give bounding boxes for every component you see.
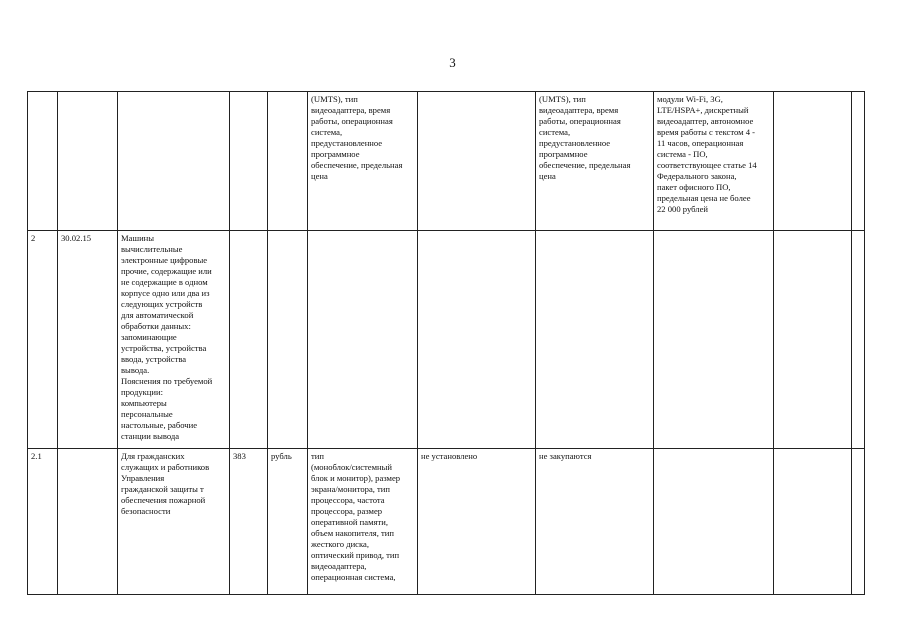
cell-unit-name: рубль [268, 449, 308, 595]
cell-justification [774, 92, 852, 231]
cell-name [118, 92, 230, 231]
cell-function [852, 231, 865, 449]
cell-value [418, 231, 536, 449]
cell-name: Для гражданских служащих и работников Управления гражданской защиты т обеспечения пожарной безопасности [118, 449, 230, 595]
cell-value [418, 92, 536, 231]
cell-unit-code: 383 [230, 449, 268, 595]
cell-value: не установлено [418, 449, 536, 595]
cell-code [58, 92, 118, 231]
cell-number [28, 92, 58, 231]
cell-justification [774, 231, 852, 449]
cell-value-approved: модули Wi-Fi, 3G, LTE/HSPA+, дискретный видеоадаптер, автономное время работы с текстом 4 - 11 часов, операционная система - ПО, соответствующее статье 14 Федерального закона, пакет офисного ПО, предельная цена не более 22 000 рублей [654, 92, 774, 231]
cell-value-approved [654, 231, 774, 449]
cell-characteristics: тип (моноблок/системный блок и монитор), размер экрана/монитора, тип процессора, частота процессора, размер оперативной памяти, объем накопителя, тип жесткого диска, оптический привод, тип видеоадаптера, операционная система, [308, 449, 418, 595]
cell-characteristics-approved: (UMTS), тип видеоадаптера, время работы, операционная система, предустановленное программное обеспечение, предельная цена [536, 92, 654, 231]
cell-number: 2.1 [28, 449, 58, 595]
table-row [28, 92, 865, 231]
table-row [28, 449, 865, 595]
cell-characteristics-approved: не закупаются [536, 449, 654, 595]
cell-unit-code [230, 92, 268, 231]
cell-function [852, 449, 865, 595]
cell-name: Машины вычислительные электронные цифровые прочие, содержащие или не содержащие в одном корпусе одно или два из следующих устройств для автоматической обработки данных: запоминающие устройства, устройства ввода, устройства вывода. Пояснения по требуемой продукции: компьютеры персональные настольные, рабочие станции вывода [118, 231, 230, 449]
cell-unit-name [268, 231, 308, 449]
cell-code [58, 449, 118, 595]
cell-characteristics: (UMTS), тип видеоадаптера, время работы, операционная система, предустановленное программное обеспечение, предельная цена [308, 92, 418, 231]
requirements-table [27, 91, 865, 595]
cell-characteristics [308, 231, 418, 449]
cell-unit-name [268, 92, 308, 231]
table-row [28, 231, 865, 449]
cell-number: 2 [28, 231, 58, 449]
page-number: 3 [449, 55, 456, 70]
cell-value-approved [654, 449, 774, 595]
cell-function [852, 92, 865, 231]
cell-justification [774, 449, 852, 595]
cell-unit-code [230, 231, 268, 449]
cell-code: 30.02.15 [58, 231, 118, 449]
cell-characteristics-approved [536, 231, 654, 449]
